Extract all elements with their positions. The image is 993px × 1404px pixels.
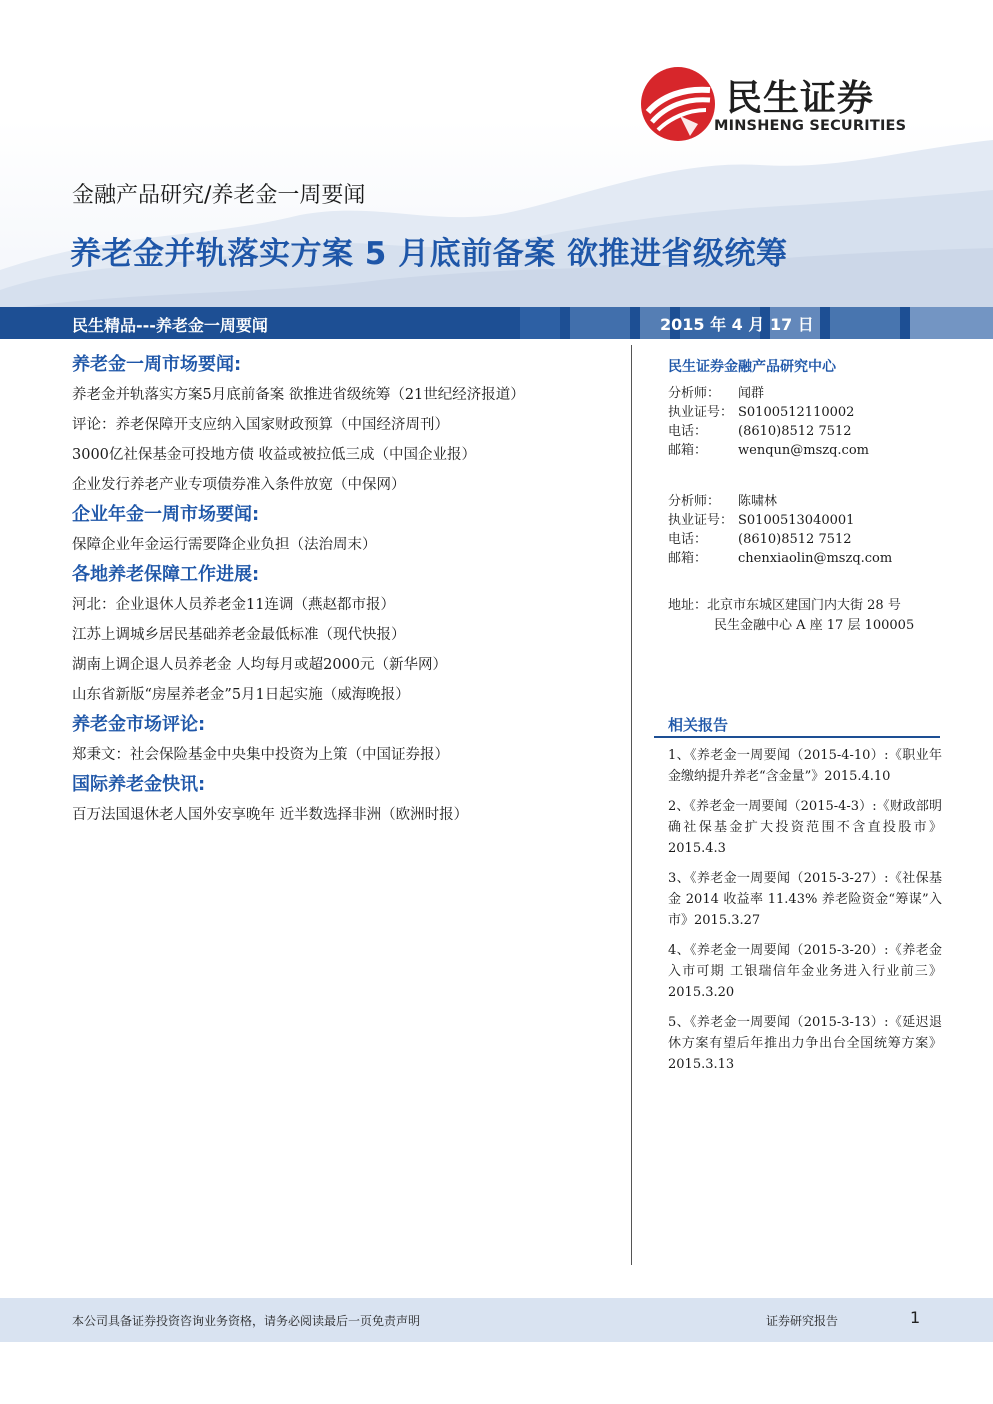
- cert-label: 执业证号：: [668, 513, 734, 528]
- company-logo: [640, 66, 930, 146]
- related-report-item[interactable]: 5、《养老金一周要闻（2015-3-13）:《延迟退休方案有望后年推出力争出台全国统筹方案》2015.3.13: [668, 1015, 942, 1072]
- section-market-commentary: [72, 710, 620, 770]
- analyst-name: 闻群: [738, 386, 765, 401]
- related-reports-list: [668, 745, 942, 1084]
- analyst-name: 陈啸林: [738, 494, 778, 509]
- related-report-item[interactable]: 4、《养老金一周要闻（2015-3-20）:《养老金入市可期 工银瑞信年金业务进入行业前三》2015.3.20: [668, 943, 942, 1000]
- report-category: 金融产品研究/养老金一周要闻: [72, 183, 366, 208]
- news-item: 湖南上调企退人员养老金 人均每月或超2000元（新华网）: [72, 657, 448, 673]
- minsheng-logo-icon: [640, 66, 716, 142]
- analyst-column: [668, 356, 948, 636]
- logo-name-en: MINSHENG SECURITIES: [714, 118, 907, 134]
- cert-number: S0100512110002: [738, 405, 855, 420]
- news-column: [72, 350, 620, 830]
- news-item: 江苏上调城乡居民基础养老金最低标准（现代快报）: [72, 627, 406, 643]
- section-title: 养老金一周市场要闻:: [72, 354, 242, 375]
- cert-number: S0100513040001: [738, 513, 855, 528]
- report-title: 养老金并轨落实方案 5 月底前备案 欲推进省级统筹: [70, 236, 788, 272]
- section-international: [72, 770, 620, 830]
- research-center-name: 民生证券金融产品研究中心: [668, 359, 836, 375]
- office-address: [668, 596, 948, 636]
- address-line-2: 民生金融中心 A 座 17 层 100005: [714, 618, 915, 633]
- section-enterprise-annuity: [72, 500, 620, 560]
- news-item: 养老金并轨落实方案5月底前备案 欲推进省级统筹（21世纪经济报道）: [72, 387, 525, 403]
- footer-disclaimer: 本公司具备证券投资咨询业务资格，请务必阅读最后一页免责声明: [72, 1314, 421, 1328]
- address-label: 地址：: [668, 598, 708, 613]
- analyst-label: 分析师：: [668, 494, 721, 509]
- page-number: 1: [910, 1308, 921, 1327]
- title-band: [0, 307, 993, 339]
- address-line-1: 北京市东城区建国门内大街 28 号: [707, 598, 901, 613]
- section-title: 国际养老金快讯:: [72, 774, 206, 795]
- news-item: 郑秉文：社会保险基金中央集中投资为上策（中国证券报）: [72, 747, 449, 763]
- news-item: 3000亿社保基金可投地方债 收益或被拉低三成（中国企业报）: [72, 447, 477, 463]
- header-mountain-background: [0, 120, 993, 320]
- phone-number: (8610)8512 7512: [738, 532, 852, 547]
- email-label: 邮箱：: [668, 443, 708, 458]
- related-report-item[interactable]: 2、《养老金一周要闻（2015-4-3）:《财政部明确社保基金扩大投资范围不含直投股市》2015.4.3: [668, 799, 942, 856]
- related-reports-title: 相关报告: [668, 716, 729, 734]
- news-item: 评论：养老保障开支应纳入国家财政预算（中国经济周刊）: [72, 417, 449, 433]
- analyst-card: [668, 492, 948, 568]
- phone-label: 电话：: [668, 532, 708, 547]
- news-item: 企业发行养老产业专项债券准入条件放宽（中保网）: [72, 477, 406, 493]
- related-report-item[interactable]: 3、《养老金一周要闻（2015-3-27）:《社保基金 2014 收益率 11.43% 养老险资金“筹谋”入市》2015.3.27: [668, 871, 942, 928]
- phone-number: (8610)8512 7512: [738, 424, 852, 439]
- page-footer: [0, 1298, 993, 1342]
- news-item: 山东省新版“房屋养老金”5月1日起实施（威海晚报）: [72, 687, 410, 703]
- section-title: 养老金市场评论:: [72, 714, 206, 735]
- phone-label: 电话：: [668, 424, 708, 439]
- report-date: 2015 年 4 月 17 日: [660, 315, 814, 334]
- email-address[interactable]: wenqun@mszq.com: [738, 443, 869, 458]
- analyst-card: [668, 384, 948, 460]
- news-item: 百万法国退休老人国外安享晚年 近半数选择非洲（欧洲时报）: [72, 807, 469, 823]
- column-divider: [631, 345, 632, 1265]
- section-title: 企业年金一周市场要闻:: [72, 504, 260, 525]
- logo-name-cn: 民生证券: [726, 78, 875, 119]
- related-report-item[interactable]: 1、《养老金一周要闻（2015-4-10）:《职业年金缴纳提升养老“含金量”》2015.4.10: [668, 748, 942, 784]
- section-title: 各地养老保障工作进展:: [72, 564, 260, 585]
- analyst-label: 分析师：: [668, 386, 721, 401]
- section-weekly-market: [72, 350, 620, 500]
- cert-label: 执业证号：: [668, 405, 734, 420]
- related-reports-underline: [654, 736, 940, 738]
- email-address[interactable]: chenxiaolin@mszq.com: [738, 551, 893, 566]
- email-label: 邮箱：: [668, 551, 708, 566]
- footer-doc-type: 证券研究报告: [766, 1314, 839, 1328]
- news-item: 河北：企业退休人员养老金11连调（燕赵都市报）: [72, 597, 395, 613]
- band-series-label: 民生精品---养老金一周要闻: [72, 316, 268, 335]
- related-reports-header: [654, 712, 940, 736]
- section-regional-progress: [72, 560, 620, 710]
- news-item: 保障企业年金运行需要降企业负担（法治周末）: [72, 537, 377, 553]
